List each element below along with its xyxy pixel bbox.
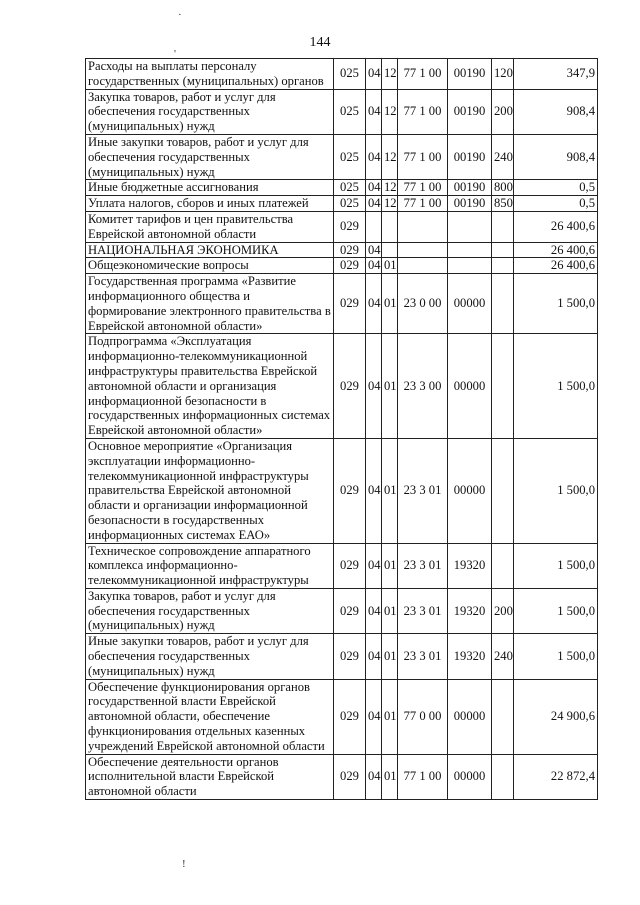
cell-name: НАЦИОНАЛЬНАЯ ЭКОНОМИКА <box>86 242 334 258</box>
cell-cs: 23 3 01 <box>398 438 448 543</box>
table-row <box>86 89 598 134</box>
cell-pr: 01 <box>382 258 398 274</box>
cell-cs2 <box>448 242 492 258</box>
cell-vr <box>492 754 514 799</box>
cell-vr: 240 <box>492 634 514 679</box>
table-row <box>86 754 598 799</box>
cell-name: Основное мероприятие «Организация эксплуатации информационно-телекоммуникационной инфраструктуры правительства Еврейской автономной области и организации информационной безопасности в государственных информационных системах ЕАО» <box>86 438 334 543</box>
cell-cs2: 00000 <box>448 438 492 543</box>
cell-name: Обеспечение функционирования органов государственной власти Еврейской автономной области, обеспечение функционирования отдельных казенных учреждений Еврейской автономной области <box>86 679 334 754</box>
cell-name: Обеспечение деятельности органов исполнительной власти Еврейской автономной области <box>86 754 334 799</box>
cell-sum: 347,9 <box>514 59 598 90</box>
cell-ved: 025 <box>334 134 366 179</box>
cell-ved: 029 <box>334 754 366 799</box>
cell-cs: 77 1 00 <box>398 196 448 212</box>
cell-vr: 120 <box>492 59 514 90</box>
cell-pr: 01 <box>382 543 398 588</box>
scan-mark-top: · <box>178 9 182 21</box>
cell-pr: 12 <box>382 196 398 212</box>
cell-sum: 26 400,6 <box>514 258 598 274</box>
cell-ved: 029 <box>334 258 366 274</box>
cell-cs2: 00000 <box>448 274 492 334</box>
cell-ved: 029 <box>334 334 366 439</box>
cell-cs <box>398 258 448 274</box>
table-row <box>86 196 598 212</box>
cell-cs2: 19320 <box>448 634 492 679</box>
cell-ved: 029 <box>334 679 366 754</box>
cell-pr: 12 <box>382 89 398 134</box>
table-row <box>86 242 598 258</box>
cell-name: Комитет тарифов и цен правительства Еврейской автономной области <box>86 211 334 242</box>
cell-rz: 04 <box>366 196 382 212</box>
cell-rz: 04 <box>366 543 382 588</box>
cell-sum: 1 500,0 <box>514 588 598 633</box>
cell-cs: 23 0 00 <box>398 274 448 334</box>
cell-name: Расходы на выплаты персоналу государственных (муниципальных) органов <box>86 59 334 90</box>
cell-pr: 12 <box>382 180 398 196</box>
cell-name: Государственная программа «Развитие информационного общества и формирование электронного правительства в Еврейской автономной области» <box>86 274 334 334</box>
cell-ved: 029 <box>334 438 366 543</box>
cell-vr <box>492 679 514 754</box>
cell-cs2: 00000 <box>448 754 492 799</box>
table-row <box>86 180 598 196</box>
cell-rz: 04 <box>366 274 382 334</box>
cell-cs2 <box>448 211 492 242</box>
cell-rz: 04 <box>366 59 382 90</box>
cell-pr: 01 <box>382 754 398 799</box>
cell-rz: 04 <box>366 588 382 633</box>
cell-ved: 029 <box>334 588 366 633</box>
cell-name: Подпрограмма «Эксплуатация информационно-телекоммуникационной инфраструктуры правительства Еврейской автономной области и организация информационной безопасности в государственных информационных системах Еврейской автономной области» <box>86 334 334 439</box>
cell-cs2: 19320 <box>448 543 492 588</box>
scan-mark-bottom: ! <box>182 858 186 870</box>
cell-cs: 23 3 01 <box>398 543 448 588</box>
table-row <box>86 211 598 242</box>
cell-rz: 04 <box>366 242 382 258</box>
cell-vr <box>492 543 514 588</box>
cell-sum: 1 500,0 <box>514 438 598 543</box>
cell-rz: 04 <box>366 180 382 196</box>
cell-ved: 025 <box>334 59 366 90</box>
table-row <box>86 258 598 274</box>
table-row <box>86 334 598 439</box>
table-row <box>86 438 598 543</box>
cell-cs: 23 3 00 <box>398 334 448 439</box>
cell-name: Уплата налогов, сборов и иных платежей <box>86 196 334 212</box>
cell-vr <box>492 211 514 242</box>
cell-sum: 26 400,6 <box>514 211 598 242</box>
cell-cs <box>398 242 448 258</box>
cell-name: Закупка товаров, работ и услуг для обеспечения государственных (муниципальных) нужд <box>86 588 334 633</box>
cell-sum: 1 500,0 <box>514 634 598 679</box>
cell-name: Иные закупки товаров, работ и услуг для обеспечения государственных (муниципальных) нужд <box>86 134 334 179</box>
cell-cs: 77 0 00 <box>398 679 448 754</box>
cell-cs: 23 3 01 <box>398 588 448 633</box>
cell-sum: 22 872,4 <box>514 754 598 799</box>
cell-vr <box>492 274 514 334</box>
cell-vr <box>492 258 514 274</box>
cell-cs2: 00190 <box>448 59 492 90</box>
cell-pr <box>382 242 398 258</box>
cell-cs2: 19320 <box>448 588 492 633</box>
table-row <box>86 634 598 679</box>
cell-sum: 908,4 <box>514 134 598 179</box>
cell-vr: 800 <box>492 180 514 196</box>
table-row <box>86 134 598 179</box>
cell-vr: 850 <box>492 196 514 212</box>
cell-pr: 01 <box>382 274 398 334</box>
cell-sum: 24 900,6 <box>514 679 598 754</box>
cell-vr: 200 <box>492 89 514 134</box>
cell-rz: 04 <box>366 754 382 799</box>
cell-vr: 200 <box>492 588 514 633</box>
cell-ved: 029 <box>334 242 366 258</box>
cell-name: Общеэкономические вопросы <box>86 258 334 274</box>
cell-pr: 12 <box>382 134 398 179</box>
cell-cs: 77 1 00 <box>398 59 448 90</box>
cell-ved: 029 <box>334 274 366 334</box>
cell-rz: 04 <box>366 89 382 134</box>
cell-name: Закупка товаров, работ и услуг для обеспечения государственных (муниципальных) нужд <box>86 89 334 134</box>
table-row <box>86 59 598 90</box>
cell-pr: 01 <box>382 634 398 679</box>
cell-vr <box>492 334 514 439</box>
cell-ved: 025 <box>334 89 366 134</box>
cell-sum: 0,5 <box>514 180 598 196</box>
cell-name: Иные бюджетные ассигнования <box>86 180 334 196</box>
cell-sum: 26 400,6 <box>514 242 598 258</box>
table-row <box>86 679 598 754</box>
cell-vr <box>492 438 514 543</box>
cell-cs2: 00190 <box>448 89 492 134</box>
cell-cs2: 00190 <box>448 134 492 179</box>
cell-name: Техническое сопровождение аппаратного комплекса информационно-телекоммуникационной инфраструктуры <box>86 543 334 588</box>
cell-cs <box>398 211 448 242</box>
cell-rz: 04 <box>366 134 382 179</box>
cell-sum: 1 500,0 <box>514 274 598 334</box>
cell-cs2: 00190 <box>448 180 492 196</box>
table-row <box>86 274 598 334</box>
cell-cs: 77 1 00 <box>398 180 448 196</box>
cell-cs2: 00190 <box>448 196 492 212</box>
cell-sum: 1 500,0 <box>514 334 598 439</box>
cell-ved: 029 <box>334 543 366 588</box>
cell-cs: 77 1 00 <box>398 134 448 179</box>
table-row <box>86 543 598 588</box>
cell-pr: 01 <box>382 334 398 439</box>
cell-pr: 12 <box>382 59 398 90</box>
budget-table <box>85 58 598 800</box>
cell-cs2 <box>448 258 492 274</box>
cell-sum: 1 500,0 <box>514 543 598 588</box>
cell-pr <box>382 211 398 242</box>
cell-ved: 025 <box>334 180 366 196</box>
cell-cs2: 00000 <box>448 679 492 754</box>
cell-cs: 23 3 01 <box>398 634 448 679</box>
cell-pr: 01 <box>382 679 398 754</box>
scan-mark-left: ' <box>174 48 176 60</box>
cell-rz: 04 <box>366 258 382 274</box>
cell-sum: 908,4 <box>514 89 598 134</box>
cell-rz: 04 <box>366 438 382 543</box>
cell-rz: 04 <box>366 334 382 439</box>
cell-rz: 04 <box>366 634 382 679</box>
cell-cs: 77 1 00 <box>398 89 448 134</box>
cell-ved: 029 <box>334 634 366 679</box>
cell-pr: 01 <box>382 588 398 633</box>
cell-ved: 025 <box>334 196 366 212</box>
cell-rz <box>366 211 382 242</box>
page-number: 144 <box>309 35 331 50</box>
cell-pr: 01 <box>382 438 398 543</box>
cell-cs2: 00000 <box>448 334 492 439</box>
cell-sum: 0,5 <box>514 196 598 212</box>
cell-name: Иные закупки товаров, работ и услуг для обеспечения государственных (муниципальных) нужд <box>86 634 334 679</box>
cell-rz: 04 <box>366 679 382 754</box>
table-row <box>86 588 598 633</box>
cell-vr: 240 <box>492 134 514 179</box>
cell-vr <box>492 242 514 258</box>
cell-ved: 029 <box>334 211 366 242</box>
cell-cs: 77 1 00 <box>398 754 448 799</box>
